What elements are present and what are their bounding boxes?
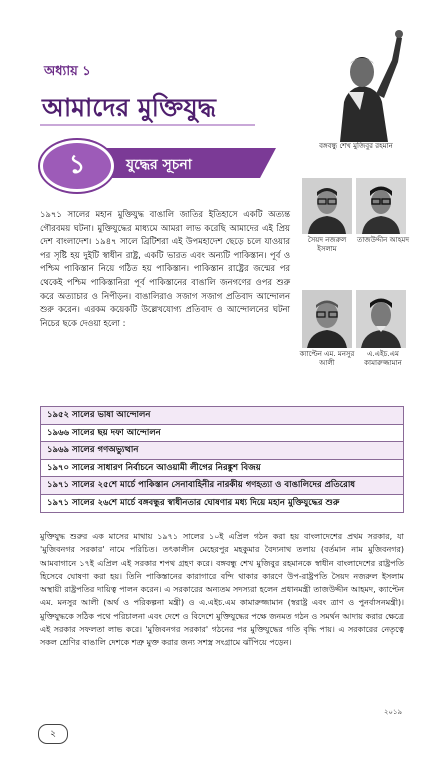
section-number-badge <box>40 140 114 192</box>
kamaruzzaman-photo <box>356 290 406 348</box>
bangabandhu-photo <box>300 22 410 142</box>
kamaruzzaman-caption: এ.এইচ.এম কামারুজ্জামান <box>364 350 402 367</box>
mansur-ali-caption: ক্যাপ্টেন এম. মনসুর আলী <box>299 350 355 367</box>
events-table-row: ১৯৭০ সালের সাধারণ নির্বাচনে আওয়ামী লীগের নিরঙ্কুশ বিজয় <box>41 460 403 478</box>
events-table <box>40 406 404 513</box>
events-table-row: ১৯৬৬ সালের ছয় দফা আন্দোলন <box>41 425 403 443</box>
events-table-row: ১৯৭১ সালের ২৬শে মার্চে বঙ্গবন্ধুর স্বাধীনতার ঘোষণার মধ্য দিয়ে মহান মুক্তিযুদ্ধের শুরু <box>41 495 403 512</box>
mujibnagar-paragraph: মুক্তিযুদ্ধ শুরুর এক মাসের মাথায় ১৯৭১ সালের ১০ই এপ্রিল গঠন করা হয় বাংলাদেশের প্রথম সরকার, যা 'মুজিবনগর সরকার' নামে পরিচিত। তৎকালীন মেহেরপুর মহকুমার বৈদ্যনাথ তলায় (বর্তমান নাম মুজিবনগর) আমবাগানে ১৭ই এপ্রিল এই সরকার শপথ গ্রহণ করে। বঙ্গবন্ধু শেখ মুজিবুর রহমানকে স্বাধীন বাংলাদেশের রাষ্ট্রপতি হিসেবে ঘোষণা করা হয়। তিনি পাকিস্তানের কারাগারে বন্দি থাকার কারণে উপ-রাষ্ট্রপতি সৈয়দ নজরুল ইসলাম অস্থায়ী রাষ্ট্রপতির দায়িত্ব পালন করেন। এ সরকারের অন্যতম সদস্যরা হলেন প্রধানমন্ত্রী তাজউদ্দীন আহমদ, ক্যাপ্টেন এম. মনসুর আলী (অর্থ ও পরিকল্পনা মন্ত্রী) ও এ.এইচ.এম কামারুজ্জামান (স্বরাষ্ট্র এবং ত্রাণ ও পুনর্বাসনমন্ত্রী)। মুক্তিযুদ্ধকে সঠিক পথে পরিচালনা এবং দেশে ও বিদেশে মুক্তিযুদ্ধের পক্ষে জনমত গঠন ও সমর্থন আদায় করার ক্ষেত্রে এই সরকার সফলতা লাভ করে। 'মুজিবনগর সরকার' গঠনের পর মুক্তিযুদ্ধের গতি বৃদ্ধি পায়। এ সরকারের নেতৃত্বে সকল শ্রেণির বাঙালি দেশকে শত্রু মুক্ত করার জন্য সশস্ত্র সংগ্রামে ঝাঁপিয়ে পড়েন। <box>40 532 404 648</box>
tajuddin-ahmad-caption: তাজউদ্দীন আহমদ <box>357 236 409 244</box>
syed-nazrul-islam-photo <box>302 178 352 234</box>
chapter-title-underline <box>40 124 255 126</box>
events-table-row: ১৯৫২ সালের ভাষা আন্দোলন <box>41 407 403 425</box>
intro-paragraph: ১৯৭১ সালের মহান মুক্তিযুদ্ধ বাঙালি জাতির ইতিহাসে একটি অত্যন্ত গৌরবময় ঘটনা। মুক্তিযুদ্ধের মাধ্যমে আমরা লাভ করেছি আমাদের এই প্রিয় দেশ বাংলাদেশ। ১৯৪৭ সালে ব্রিটিশরা এই উপমহাদেশ ছেড়ে চলে যাওয়ার পর সৃষ্টি হয় দুইটি স্বাধীন রাষ্ট্র, একটি ভারত এবং অন্যটি পাকিস্তান। পূর্ব ও পশ্চিম পাকিস্তান নিয়ে গঠিত হয় পাকিস্তান। পাকিস্তান রাষ্ট্রের জন্মের পর থেকেই পশ্চিম পাকিস্তানিরা পূর্ব পাকিস্তানের বাঙালি জনগণের ওপর শুরু করে অত্যাচার ও নিপীড়ন। বাঙালিরাও সজাগ সজাগ প্রতিবাদ আন্দোলন শুরু করেন। এরকম কয়েকটি উল্লেখযোগ্য প্রতিবাদ ও আন্দোলনের ঘটনা নিচের ছকে দেওয়া হলো : <box>40 209 290 328</box>
corner-mark: ২০১৯ <box>383 708 402 716</box>
bangabandhu-caption: বঙ্গবন্ধু শেখ মুজিবুর রহমান <box>319 142 393 150</box>
events-table-row: ১৯৬৯ সালের গণঅভ্যুত্থান <box>41 442 403 460</box>
tajuddin-ahmad-photo <box>356 178 406 234</box>
chapter-title: আমাদের মুক্তিযুদ্ধ <box>42 93 216 122</box>
section-number: ১ <box>68 150 86 180</box>
syed-nazrul-islam-caption: সৈয়দ নজরুল ইসলাম <box>307 236 347 253</box>
chapter-label: অধ্যায় ১ <box>44 64 91 79</box>
section-heading <box>40 140 278 184</box>
page-number: ২ <box>38 724 68 744</box>
events-table-row: ১৯৭১ সালের ২৫শে মার্চে পাকিস্তান সেনাবাহিনীর নারকীয় গণহত্যা ও বাঙালিদের প্রতিরোধ <box>41 477 403 495</box>
mansur-ali-photo <box>302 290 352 348</box>
section-title: যুদ্ধের সূচনা <box>126 157 192 173</box>
